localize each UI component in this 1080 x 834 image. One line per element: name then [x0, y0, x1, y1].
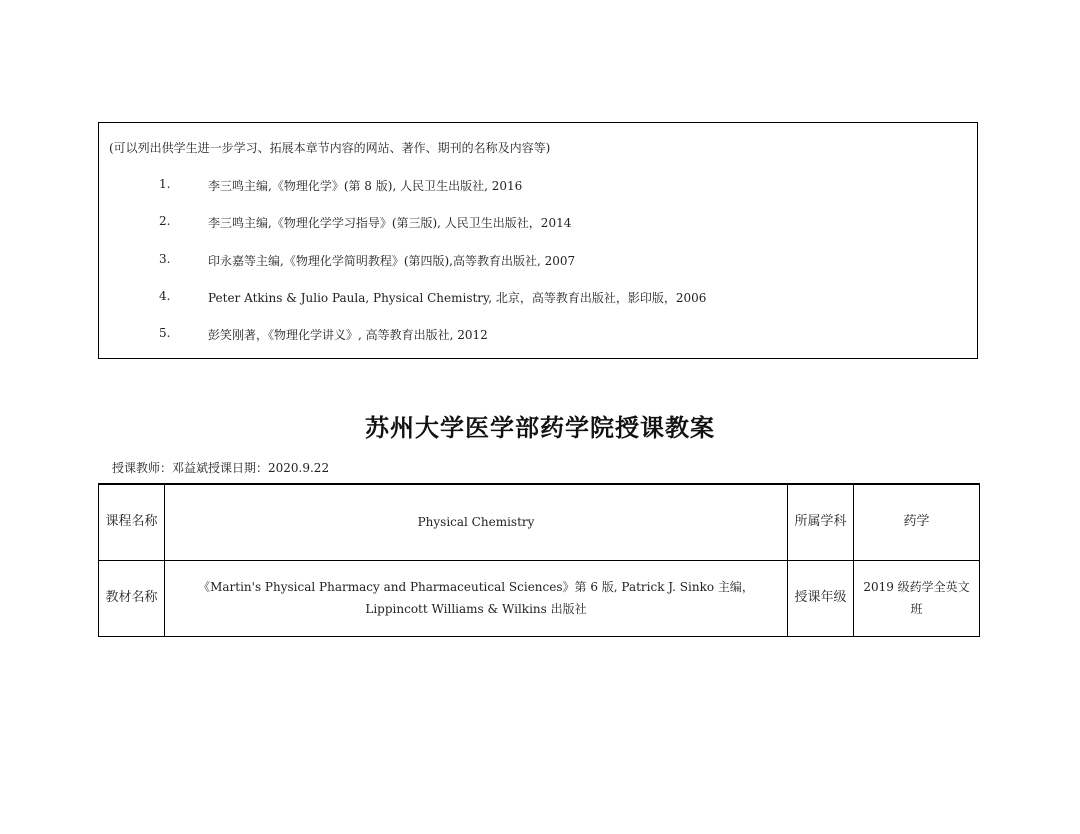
- teacher-date-line: 授课教师：邓益斌授课日期：2020.9.22: [112, 461, 330, 475]
- textbook-label: 教材名称: [99, 560, 165, 636]
- reference-text: 彭笑刚著，《物理化学讲义》, 高等教育出版社, 2012: [208, 328, 488, 342]
- reference-text: Peter Atkins & Julio Paula, Physical Chemistry, 北京，高等教育出版社，影印版，2006: [208, 291, 707, 305]
- grade-value: 2019 级药学全英文班: [854, 560, 980, 636]
- reference-number: 4.: [159, 289, 171, 303]
- subject-value: 药学: [854, 484, 980, 560]
- reference-text: 李三鸣主编,《物理化学》(第 8 版), 人民卫生出版社, 2016: [208, 179, 523, 193]
- table-row: [99, 560, 980, 636]
- references-box: [98, 122, 978, 359]
- course-info-table: [98, 483, 980, 637]
- document-title: 苏州大学医学部药学院授课教案: [365, 413, 715, 442]
- reference-text: 李三鸣主编,《物理化学学习指导》(第三版), 人民卫生出版社，2014: [208, 216, 572, 230]
- table-row: [99, 484, 980, 560]
- reference-number: 2.: [159, 214, 171, 228]
- subject-label: 所属学科: [788, 484, 854, 560]
- course-name-label: 课程名称: [99, 484, 165, 560]
- course-name-value: Physical Chemistry: [165, 484, 788, 560]
- reference-number: 1.: [159, 177, 171, 191]
- reference-number: 5.: [159, 326, 171, 340]
- textbook-value: 《Martin's Physical Pharmacy and Pharmaceutical Sciences》第 6 版, Patrick J. Sinko 主编，Lippincott Williams & Wilkins 出版社: [165, 560, 788, 636]
- reference-number: 3.: [159, 252, 171, 266]
- references-intro: (可以列出供学生进一步学习、拓展本章节内容的网站、著作、期刊的名称及内容等): [109, 141, 551, 155]
- grade-label: 授课年级: [788, 560, 854, 636]
- reference-text: 印永嘉等主编,《物理化学简明教程》(第四版),高等教育出版社, 2007: [208, 254, 576, 268]
